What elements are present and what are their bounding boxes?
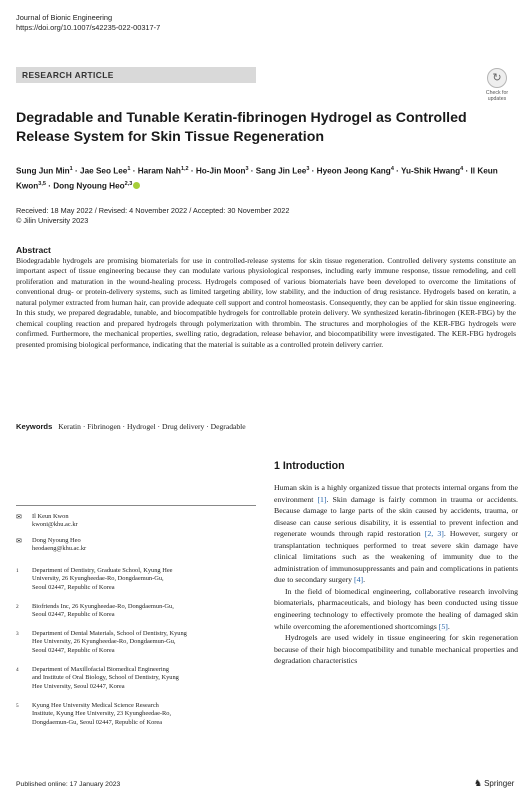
published-date: Published online: 17 January 2023	[16, 781, 121, 788]
affiliation-number: 3	[16, 631, 19, 637]
author-separator: ·	[130, 166, 138, 176]
affiliation-text	[32, 567, 256, 592]
author-affiliation-mark: 3,5	[38, 181, 46, 188]
affiliation-text	[32, 666, 256, 691]
author-affiliation-mark: 2,3	[124, 181, 133, 188]
author-affiliation-mark: 4	[390, 166, 394, 172]
introduction-text	[274, 482, 518, 667]
section-heading-introduction: 1 Introduction	[274, 460, 345, 472]
affiliation-line: Seoul 02447, Republic of Korea	[32, 611, 115, 619]
author-separator: ·	[72, 166, 81, 176]
author-name[interactable]: Haram Nah	[137, 166, 181, 176]
author-list	[16, 163, 521, 193]
corresponding-author	[16, 513, 256, 530]
affiliation-line: Department of Dentistry, Graduate School, Kyung Hee	[32, 567, 173, 574]
contact-email[interactable]: kwoni@khu.ac.kr	[32, 521, 78, 529]
keywords-list: Keratin · Fibrinogen · Hydrogel · Drug delivery · Degradable	[56, 422, 246, 431]
affiliation-line: Department of Maxillofacial Biomedical Engineering	[32, 666, 169, 673]
springer-horse-icon: ♞	[474, 778, 483, 788]
intro-text-run: In the field of biomedical engineering, collaborative research involving biomaterials, pharmaceuticals, and biology has been conducted using tissue engineering technology to effectively promote the healing of damaged skin while overcoming the aforementioned shortcomings	[274, 586, 518, 631]
publisher-name: Springer	[484, 779, 515, 788]
affiliation-line: Biofriends Inc, 26 Kyungheedae-Ro, Dongdaemun-Gu,	[32, 603, 174, 610]
affiliation-number: 2	[16, 604, 19, 610]
author-affiliation-mark: 3	[245, 166, 249, 172]
corresponding-author	[16, 537, 256, 554]
abstract-heading: Abstract	[16, 245, 51, 255]
article-title: Degradable and Tunable Keratin-fibrinogen Hydrogel as Controlled Release System for Skin Tissue Regeneration	[16, 110, 467, 145]
envelope-icon: ✉	[16, 537, 22, 545]
affiliation-line: Seoul 02447, Republic of Korea	[32, 646, 115, 654]
intro-paragraph	[274, 482, 518, 586]
intro-text-run: Human skin is a highly organized tissue that protects internal organs from the environment	[274, 483, 518, 504]
intro-text-run: Hydrogels are used widely in tissue engineering for skin regeneration because of their high biocompatibility and tunable mechanical properties and degradation characteristics	[274, 633, 518, 666]
affiliation-line: Hee University, Seoul 02447, Korea	[32, 682, 125, 690]
author-affiliation-mark: 3	[306, 166, 310, 172]
author-separator: ·	[393, 166, 402, 176]
check-for-updates-badge[interactable]	[480, 68, 514, 102]
update-icon: ↻	[487, 68, 507, 88]
author-affiliation-mark: 1,2	[180, 166, 189, 172]
journal-header	[16, 13, 160, 33]
affiliation-item	[16, 666, 256, 691]
author-name[interactable]: Yu-Shik Hwang	[401, 166, 461, 176]
orcid-icon	[133, 182, 140, 189]
footnote-divider	[16, 505, 256, 506]
abstract-text: Biodegradable hydrogels are promising biomaterials for use in controlled-release systems for skin tissue regeneration. Controlled delivery systems constitute an important aspect of tissue engineering because they can modulate various physiological responses, including early immune response, tissue remodeling, and cell proliferation and maturation in the wound-healing process. Hydrogels composed of various biomaterials have been developed to overcome the limitations of conventional drug- or protein-delivery systems, such as limited targeting ability, low stability, and the induction of drug resistance. Hydrogels based on keratin, a natural polymer extracted from human hair, can provide adequate cell support and control homeostasis. Consequently, they can be applied for skin tissue engineering. In this study, we prepared degradable, tunable, and biocompatible hydrogels for controllable protein delivery. We synthesized keratin-fibrinogen (KER-FBG) by the chemical coupling reaction and prepared hydrogels through polymerization with thrombin. The structures and morphologies of the KER-FBG hydrogels were confirmed. Furthermore, the mechanical properties, swelling ratio, degradation, release behavior, and biocompatibility were investigated. The KER-FBG hydrogels presented promising biological performance, indicating that the material is suitable as a controlled protein delivery carrier.	[16, 256, 516, 349]
contact-email[interactable]: heodaeng@khu.ac.kr	[32, 545, 87, 553]
affiliation-line: Kyung Hee University Medical Science Research	[32, 702, 159, 709]
citation-link[interactable]: [1]	[317, 494, 327, 504]
article-type-banner: RESEARCH ARTICLE	[16, 67, 256, 83]
affiliation-number: 1	[16, 568, 19, 574]
author-name[interactable]: Il Keun Kwon	[16, 166, 498, 191]
author-affiliation-mark: 1	[127, 166, 131, 172]
article-dates	[16, 206, 289, 226]
keywords-line	[16, 422, 246, 431]
author-separator: ·	[248, 166, 256, 176]
affiliation-line: University, 26 Kyungheedae-Ro, Dongdaemun-Gu,	[32, 575, 164, 583]
contact-text	[32, 537, 256, 554]
envelope-icon: ✉	[16, 513, 22, 521]
affiliation-number: 5	[16, 703, 19, 709]
author-affiliation-mark: 4	[460, 166, 464, 172]
intro-text-run: .	[447, 621, 450, 631]
citation-link[interactable]: [4]	[353, 575, 364, 585]
affiliation-line: Dongdaemun-Gu, Seoul 02447, Republic of Korea	[32, 718, 163, 726]
copyright: © Jilin University 2023	[16, 216, 89, 225]
intro-text-run: . Skin damage is fairly common in trauma or accidents. Because damage to large parts of the skin caused by accidents, trauma, or disease can cause serious disability, it is essential to prevent infection and regenerate wounds through rapid restoration	[274, 494, 518, 539]
affiliation-item	[16, 567, 256, 592]
author-name[interactable]: Hyeon Jeong Kang	[316, 166, 391, 176]
author-name[interactable]: Dong Nyoung Heo	[53, 181, 125, 191]
affiliation-number: 4	[16, 667, 19, 673]
affiliation-item	[16, 702, 256, 727]
journal-name: Journal of Bionic Engineering	[16, 13, 113, 22]
affiliation-line: and Institute of Oral Biology, School of Dentistry, Kyung	[32, 674, 179, 682]
intro-text-run: . However, surgery or transplantation techniques performed to treat severe skin damage have clinical limitations such as the weakening of immunity due to the administration of immunosuppressants and pain and complications in patients due to secondary surgery	[274, 529, 518, 585]
author-separator: ·	[45, 181, 54, 191]
publisher-logo	[474, 778, 514, 789]
affiliation-text	[32, 603, 256, 620]
author-separator: ·	[463, 166, 471, 176]
affiliation-text	[32, 630, 256, 655]
author-name[interactable]: Sung Jun Min	[16, 166, 70, 176]
affiliation-text	[32, 702, 256, 727]
author-affiliation-mark: 1	[69, 166, 73, 172]
keywords-label: Keywords	[16, 422, 53, 431]
affiliation-item	[16, 603, 256, 620]
check-badge-line1: Check for	[485, 90, 509, 96]
affiliation-item	[16, 630, 256, 655]
author-name[interactable]: Jae Seo Lee	[80, 166, 128, 176]
intro-paragraph	[274, 632, 518, 667]
affiliation-line: Department of Dental Materials, School of Dentistry, Kyung	[32, 630, 187, 637]
author-separator: ·	[309, 166, 317, 176]
check-badge-line2: updates	[487, 96, 507, 102]
history-dates: Received: 18 May 2022 / Revised: 4 November 2022 / Accepted: 30 November 2022	[16, 206, 290, 215]
contact-name: Il Keun Kwon	[32, 513, 69, 520]
affiliation-line: Seoul 02447, Republic of Korea	[32, 583, 115, 591]
author-separator: ·	[188, 166, 196, 176]
intro-paragraph	[274, 586, 518, 632]
citation-link[interactable]: [2, 3]	[424, 529, 444, 539]
affiliation-line: Institute, Kyung Hee University, 23 Kyungheedae-Ro,	[32, 710, 172, 718]
citation-link[interactable]: [5]	[438, 621, 448, 631]
author-name[interactable]: Ho-Jin Moon	[195, 166, 246, 176]
contact-name: Dong Nyoung Heo	[32, 537, 81, 544]
affiliation-line: Hee University, 26 Kyungheedae-Ro, Dongdaemun-Gu,	[32, 638, 176, 646]
doi-link[interactable]: https://doi.org/10.1007/s42235-022-00317-7	[16, 23, 161, 32]
contact-text	[32, 513, 256, 530]
intro-text-run: .	[363, 575, 366, 585]
author-name[interactable]: Sang Jin Lee	[255, 166, 307, 176]
